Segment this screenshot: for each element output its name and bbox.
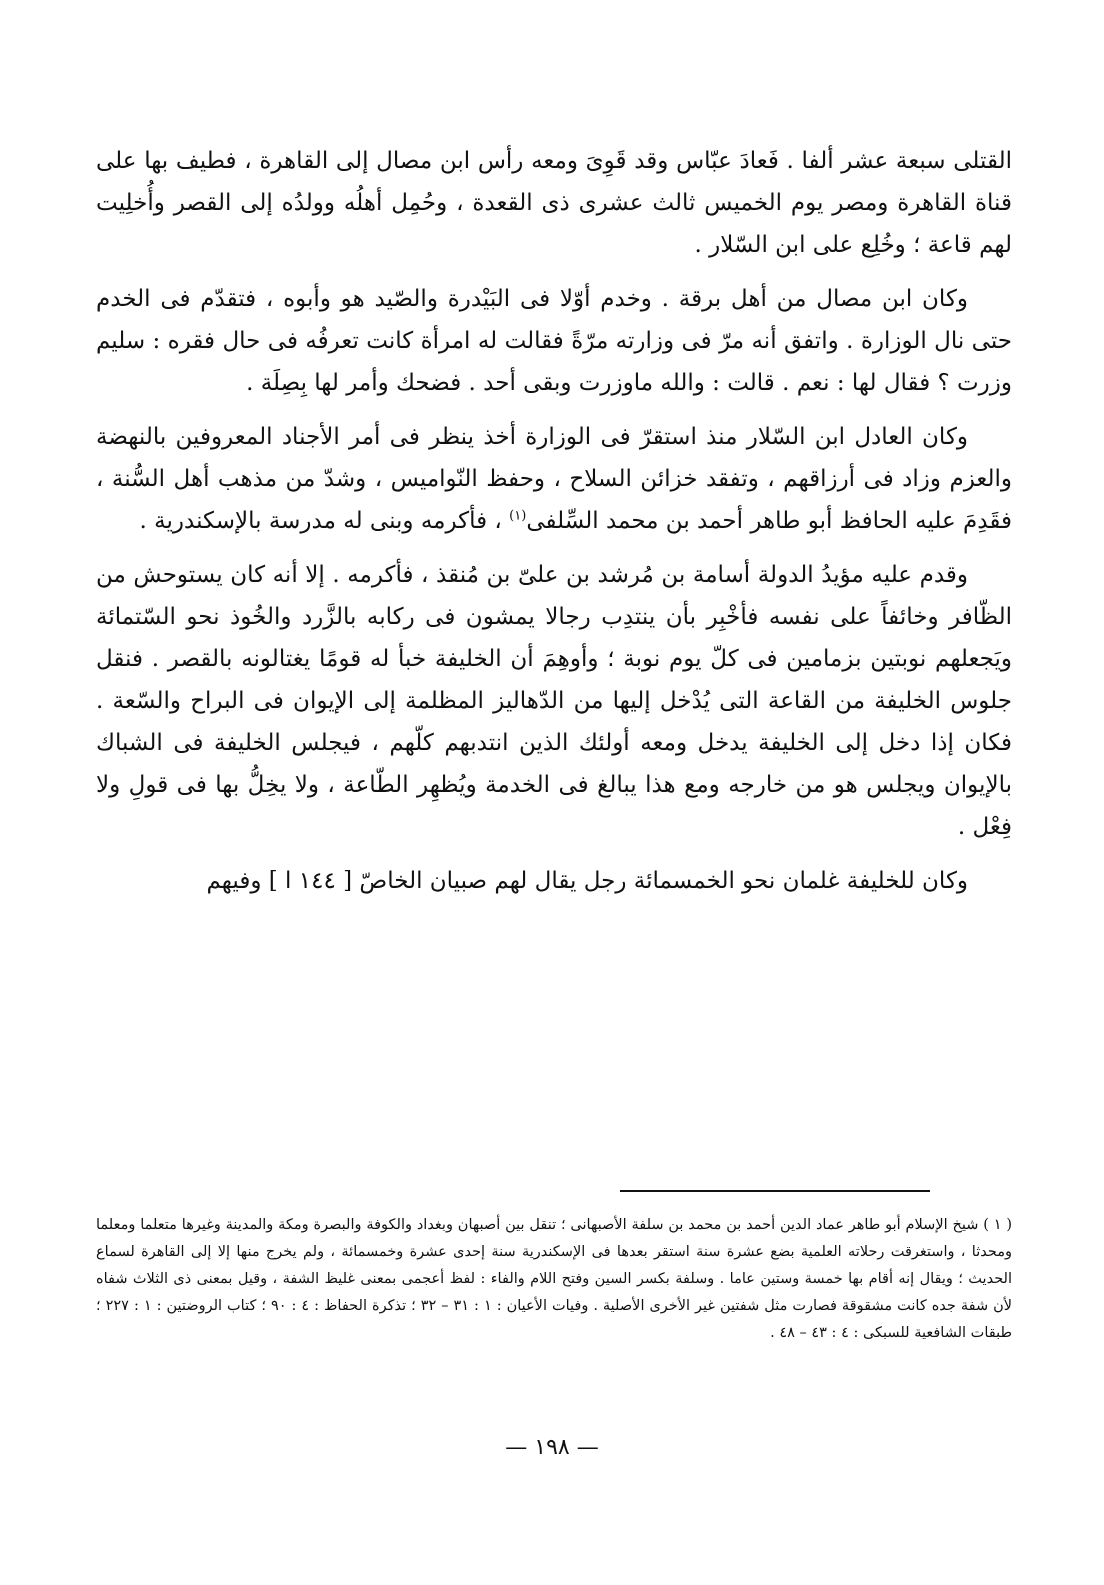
- paragraph-2: وكان ابن مصال من أهل برقة . وخدم أوّلا فى البَيْدرة والصّيد هو وأبوه ، فتقدّم فى الخدم حتى نال الوزارة . واتفق أنه مرّ فى وزارته مرّةً فقالت له امرأة كانت تعرفُه فى حال فقره : سليم وزرت ؟ فقال لها : نعم . قالت : والله ماوزرت وبقى أحد . فضحك وأمر لها بِصِلَة .: [96, 286, 1012, 396]
- page-number: — ١٩٨ —: [505, 1435, 599, 1460]
- main-text: [96, 140, 1012, 914]
- paragraph-5: وكان للخليفة غلمان نحو الخمسمائة رجل يقال لهم صبيان الخاصّ [ ١٤٤ ا ] وفيهم: [206, 868, 968, 894]
- paragraph-3-text: وكان العادل ابن السّلار منذ استقرّ فى الوزارة أخذ ينظر فى أمر الأجناد المعروفين بالنهضة والعزم وزاد فى أرزاقهم ، وتفقد خزائن السلاح ، وحفظ النّواميس ، وشدّ من مذهب أهل السُّنة ، فقَدِمَ عليه الحافظ أبو طاهر أحمد بن محمد السِّلفى: [96, 424, 1012, 534]
- paragraph-3: [96, 416, 1012, 542]
- paragraph-4: وقدم عليه مؤيدُ الدولة أسامة بن مُرشد بن علىّ بن مُنقذ ، فأكرمه . إلا أنه كان يستوحش من الظّافر وخائفاً على نفسه فأخْبِر بأن ينتدِب رجالا يمشون فى ركابه بالزَّرد والخُوذ نحو السّتمائة ويَجعلهم نوبتين بزمامين فى كلّ يوم نوبة ؛ وأوهِمَ أن الخليفة خبأ له قومًا يغتالونه بالقصر . فنقل جلوس الخليفة من القاعة التى يُدْخل إليها من الدّهاليز المظلمة إلى الإيوان فى البراح والسّعة . فكان إذا دخل إلى الخليفة يدخل ومعه أولئك الذين انتدبهم كلّهم ، فيجلس الخليفة فى الشباك بالإيوان ويجلس هو من خارجه ومع هذا يبالغ فى الخدمة ويُظهِر الطّاعة ، ولا يخِلُّ بها فى قولِ ولا فِعْل .: [96, 562, 1012, 840]
- paragraph-3-tail: ، فأكرمه وبنى له مدرسة بالإسكندرية .: [139, 508, 502, 534]
- paragraph-1: القتلى سبعة عشر ألفا . فَعادَ عبّاس وقد قَوِىَ ومعه رأس ابن مصال إلى القاهرة ، فطيف بها على قناة القاهرة ومصر يوم الخميس ثالث عشرى ذى القعدة ، وحُمِل أهلُه وولدُه إلى القصر وأُخلِيت لهم قاعة ؛ وخُلِع على ابن السّلار .: [96, 148, 1012, 258]
- body-text: [96, 140, 1012, 902]
- footnote-divider: [620, 1190, 930, 1192]
- footnote-marker[interactable]: (١): [509, 508, 527, 524]
- footnote: [96, 1212, 1012, 1347]
- footnote-text: ( ١ ) شيخ الإسلام أبو طاهر عماد الدين أحمد بن محمد بن سلفة الأصبهانى ؛ تنقل بين أصبهان وبغداد والكوفة والبصرة ومكة والمدينة وغيرها متعلما ومعلما ومحدثا ، واستغرقت رحلاته العلمية بضع عشرة سنة استقر بعدها فى الإسكندرية سنة إحدى عشرة وخمسمائة ، ولم يخرج منها إلا إلى القاهرة لسماع الحديث ؛ ويقال إنه أقام بها خمسة وستين عاما . وسلفة بكسر السين وفتح اللام والفاء : لفظ أعجمى بمعنى غليظ الشفة ، وقيل بمعنى ذى الثلاث شفاه لأن شفة جده كانت مشقوقة فصارت مثل شفتين غير الأخرى الأصلية . وفيات الأعيان : ١ : ٣١ – ٣٢ ؛ تذكرة الحفاظ : ٤ : ٩٠ ؛ كتاب الروضتين : ١ : ٢٢٧ ؛ طبقات الشافعية للسبكى : ٤ : ٤٣ – ٤٨ .: [96, 1217, 1013, 1341]
